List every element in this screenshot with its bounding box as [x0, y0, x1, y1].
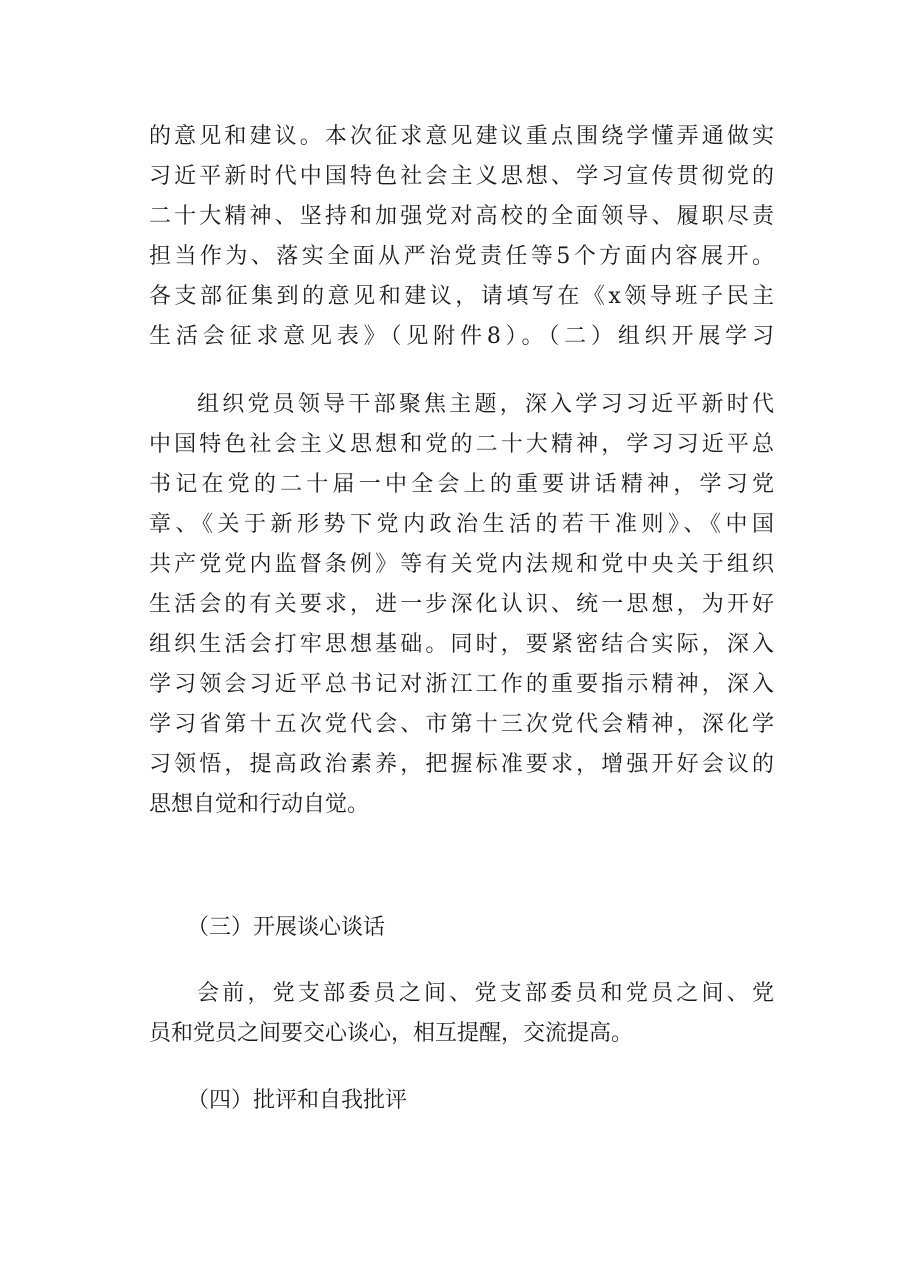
paragraph-2-line-8: 学习领会习近平总书记对浙江工作的重要指示精神，深入 [149, 672, 774, 697]
paragraph-1-line-4: 担当作为、落实全面从严治党责任等5个方面内容展开。 [149, 244, 774, 269]
paragraph-1-line-3: 二十大精神、坚持和加强党对高校的全面领导、履职尽责 [149, 204, 774, 229]
paragraph-2-line-10: 习领悟，提高政治素养，把握标准要求，增强开好会议的 [149, 752, 774, 777]
paragraph-2-line-11: 思想自觉和行动自觉。 [149, 792, 370, 817]
paragraph-1-line-1: 的意见和建议。本次征求意见建议重点围绕学懂弄通做实 [149, 124, 774, 149]
paragraph-4-line-1: 会前，党支部委员之间、党支部委员和党员之间、党 [197, 981, 774, 1006]
paragraph-2-line-1: 组织党员领导干部聚焦主题，深入学习习近平新时代 [197, 392, 774, 417]
paragraph-4-line-2: 员和党员之间要交心谈心，相互提醒，交流提高。 [149, 1021, 634, 1046]
paragraph-1-line-2: 习近平新时代中国特色社会主义思想、学习宣传贯彻党的 [149, 164, 774, 189]
paragraph-2-line-9: 学习省第十五次党代会、市第十三次党代会精神，深化学 [149, 712, 774, 737]
paragraph-2-line-6: 生活会的有关要求，进一步深化认识、统一思想，为开好 [149, 592, 774, 617]
section-heading-4: （四）批评和自我批评 [187, 1088, 408, 1113]
paragraph-2-line-3: 书记在党的二十届一中全会上的重要讲话精神，学习党 [149, 472, 774, 497]
paragraph-2-line-7: 组织生活会打牢思想基础。同时，要紧密结合实际，深入 [149, 632, 774, 657]
paragraph-1-line-5: 各支部征集到的意见和建议，请填写在《x领导班子民主 [149, 284, 774, 309]
paragraph-2-line-4: 章、《关于新形势下党内政治生活的若干准则》、《中国 [149, 512, 774, 537]
section-heading-3: （三）开展谈心谈话 [187, 915, 386, 940]
paragraph-1-line-6: 生活会征求意见表》（见附件8）。（二）组织开展学习 [149, 324, 774, 349]
paragraph-2-line-5: 共产党党内监督条例》等有关党内法规和党中央关于组织 [149, 552, 774, 577]
paragraph-2-line-2: 中国特色社会主义思想和党的二十大精神，学习习近平总 [149, 432, 774, 457]
